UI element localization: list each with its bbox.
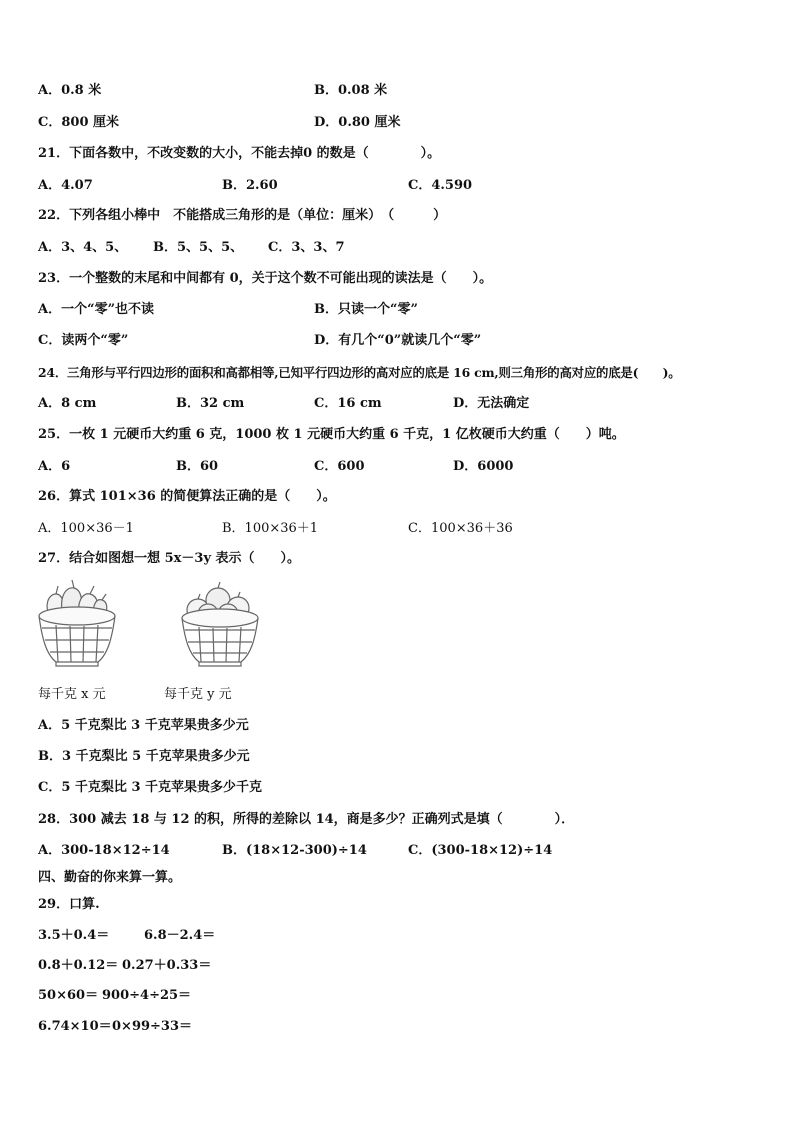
q21-option-b: B．2.60 [222, 178, 278, 193]
question-27: 27．结合如图想一想 5x－3y 表示（ ）。 [38, 551, 301, 566]
q28-option-c: C．(300-18×12)÷14 [408, 843, 553, 858]
question-23: 23．一个整数的末尾和中间都有 0，关于这个数不可能出现的读法是（ ）。 [38, 271, 493, 286]
q22-option-a: A．3、4、5、 [38, 240, 128, 255]
q22-option-b: B．5、5、5、 [153, 240, 244, 255]
question-21: 21．下面各数中，不改变数的大小，不能去掉0 的数是（ ）。 [38, 146, 441, 161]
q24-option-d: D．无法确定 [453, 396, 530, 411]
q25-option-d: D．6000 [453, 459, 514, 474]
q25-option-b: B．60 [176, 459, 219, 474]
q27-option-b: B．3 千克梨比 5 千克苹果贵多少元 [38, 749, 250, 764]
q25-option-a: A．6 [38, 459, 71, 474]
q23-option-b: B．只读一个“零” [314, 302, 418, 317]
calc-0-times-99-div-33: 0×99÷33＝ [112, 1019, 193, 1034]
q20-option-d: D．0.80 厘米 [314, 115, 401, 130]
q26-option-c: C．100×36＋36 [408, 521, 513, 536]
question-26: 26．算式 101×36 的简便算法正确的是（ ）。 [38, 489, 336, 504]
q25-option-c: C．600 [314, 459, 365, 474]
calc-50-times-60: 50×60＝ [38, 988, 99, 1003]
q24-option-c: C．16 cm [314, 396, 382, 411]
q28-option-a: A．300-18×12÷14 [38, 843, 170, 858]
calc-3-5-plus-0-4: 3.5＋0.4＝ [38, 928, 110, 943]
q26-option-b: B．100×36＋1 [222, 521, 319, 536]
q26-option-a: A．100×36－1 [38, 521, 134, 536]
q27-option-a: A．5 千克梨比 3 千克苹果贵多少元 [38, 718, 249, 733]
q21-option-c: C．4.590 [408, 178, 473, 193]
pear-price-caption: 每千克 x 元 [38, 687, 106, 702]
question-28: 28．300 减去 18 与 12 的积，所得的差除以 14，商是多少？正确列式是填（ ）． [38, 812, 575, 827]
q24-option-b: B．32 cm [176, 396, 245, 411]
question-22: 22．下列各组小棒中 不能搭成三角形的是（单位：厘米） （ ） [38, 208, 447, 223]
q20-option-b: B．0.08 米 [314, 83, 388, 98]
calc-6-74-times-10: 6.74×10＝ [38, 1019, 112, 1034]
q20-option-a: A．0.8 米 [38, 83, 102, 98]
calc-0-8-plus-0-12: 0.8＋0.12＝ [38, 958, 119, 973]
question-29: 29．口算. [38, 897, 100, 912]
q22-option-c: C．3、3、7 [268, 240, 345, 255]
q28-option-b: B．(18×12-300)÷14 [222, 843, 367, 858]
question-24: 24．三角形与平行四边形的面积和高都相等,已知平行四边形的高对应的底是 16 cm,则三角形的高对应的底是( )。 [38, 365, 681, 380]
apple-basket-image [178, 580, 262, 668]
q23-option-a: A．一个“零”也不读 [38, 302, 155, 317]
q23-option-d: D．有几个“0”就读几个“零” [314, 333, 482, 348]
apple-price-caption: 每千克 y 元 [164, 687, 232, 702]
section-4-title: 四、勤奋的你来算一算。 [38, 870, 182, 885]
calc-900-div-4-div-25: 900÷4÷25＝ [102, 988, 192, 1003]
question-25: 25．一枚 1 元硬币大约重 6 克，1000 枚 1 元硬币大约重 6 千克，1 亿枚硬币大约重（ ）吨。 [38, 427, 625, 442]
calc-0-27-plus-0-33: 0.27＋0.33＝ [122, 958, 212, 973]
q27-option-c: C．5 千克梨比 3 千克苹果贵多少千克 [38, 780, 263, 795]
pear-basket-image [36, 576, 118, 668]
q21-option-a: A．4.07 [38, 178, 93, 193]
q23-option-c: C．读两个“零” [38, 333, 129, 348]
calc-6-8-minus-2-4: 6.8－2.4＝ [144, 928, 216, 943]
q24-option-a: A．8 cm [38, 396, 97, 411]
q20-option-c: C．800 厘米 [38, 115, 120, 130]
